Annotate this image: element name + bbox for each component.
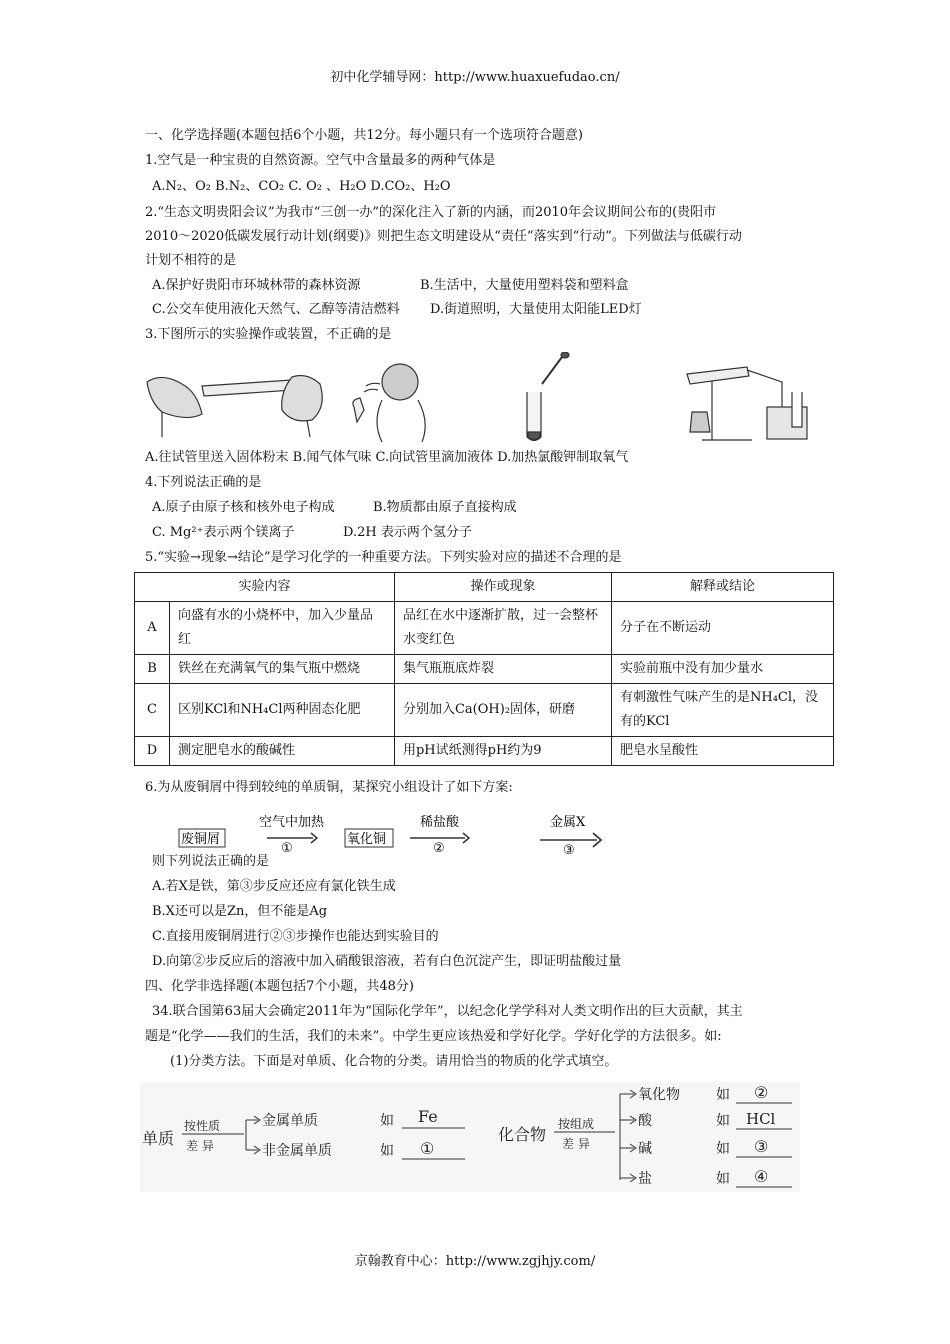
flow-step-2: ② [433, 841, 445, 856]
q2-option-b: B.生活中，大量使用塑料袋和塑料盒 [420, 278, 629, 293]
base-label: 碱 [638, 1141, 652, 1157]
q6-option-b: B.X还可以是Zn，但不能是Ag [152, 904, 328, 919]
q1-stem: 1.空气是一种宝贵的自然资源。空气中含量最多的两种气体是 [145, 153, 496, 168]
q3-stem: 3.下图所示的实验操作或装置，不正确的是 [145, 327, 392, 342]
row-operation: 集气瓶瓶底炸裂 [394, 655, 611, 684]
ru-5: 如 [716, 1141, 730, 1157]
q2-option-d: D.街道照明，大量使用太阳能LED灯 [430, 302, 642, 317]
flow-mid-1: 氧化铜 [347, 832, 387, 847]
smell-gas-figure [353, 364, 425, 442]
header-content: 实验内容 [135, 573, 395, 602]
q2-stem-2: 2010～2020低碳发展行动计划(纲要)》则把生态文明建设从“责任”落实到“行动”。下列做法与低碳行动 [145, 229, 742, 244]
q5-experiment-table [134, 572, 834, 766]
q6-option-d: D.向第②步反应后的溶液中加入硝酸银溶液，若有白色沉淀产生，即证明盐酸过量 [152, 954, 622, 969]
oxide-blank: ② [754, 1083, 769, 1102]
left-by-1: 按性质 [184, 1119, 221, 1133]
row-content: 向盛有水的小烧杯中，加入少量品红 [170, 602, 395, 655]
q6-option-a: A.若X是铁，第③步反应还应有氯化铁生成 [152, 879, 396, 894]
salt-blank: ④ [754, 1167, 769, 1186]
row-operation: 品红在水中逐渐扩散，过一会整杯水变红色 [394, 602, 611, 655]
q2-option-c: C.公交车使用液化天然气、乙醇等清洁燃料 [152, 302, 400, 317]
left-root: 单质 [142, 1129, 175, 1148]
salt-label: 盐 [638, 1171, 652, 1187]
flow-step-3: ③ [563, 843, 575, 857]
header-conclusion: 解释或结论 [611, 573, 833, 602]
section-4-title: 四、化学非选择题(本题包括7个小题，共48分) [145, 979, 414, 994]
q6-lead: 则下列说法正确的是 [152, 854, 270, 869]
row-id: B [135, 655, 170, 684]
row-conclusion: 实验前瓶中没有加少量水 [611, 655, 833, 684]
ru-4: 如 [716, 1113, 730, 1129]
q2-stem-3: 计划不相符的是 [145, 253, 237, 268]
classification-diagram [140, 1082, 800, 1192]
q34-line-1: 34.联合国第63届大会确定2011年为“国际化学年”，以纪念化学学科对人类文明作出的巨大贡献，其主 [152, 1004, 743, 1019]
q5-stem: 5.“实验→现象→结论”是学习化学的一种重要方法。下列实验对应的描述不合理的是 [145, 550, 622, 565]
base-blank: ③ [754, 1137, 769, 1156]
page-footer: 京翰教育中心：http://www.zgjhjy.com/ [354, 1254, 596, 1269]
q6-flow-diagram [175, 812, 635, 857]
q3-experiment-figures [142, 352, 822, 442]
q6-option-c: C.直接用废铜屑进行②③步操作也能达到实验目的 [152, 929, 439, 944]
row-content: 铁丝在充满氧气的集气瓶中燃烧 [170, 655, 395, 684]
nonmetal-blank: ① [420, 1139, 435, 1158]
row-conclusion: 有刺激性气味产生的是NH₄Cl，没有的KCl [611, 684, 833, 737]
table-row [135, 737, 834, 766]
q4-option-c: C. Mg²⁺表示两个镁离子 [152, 525, 295, 540]
q34-part-1: (1)分类方法。下面是对单质、化合物的分类。请用恰当的物质的化学式填空。 [170, 1054, 618, 1069]
left-by-2: 差 异 [186, 1139, 214, 1153]
ru-3: 如 [716, 1087, 730, 1103]
acid-label: 酸 [638, 1113, 652, 1129]
q4-option-a: A.原子由原子核和核外电子构成 [152, 500, 335, 515]
powder-in-tube-figure [147, 376, 322, 437]
right-by-2: 差 异 [562, 1137, 590, 1151]
q34-line-2: 题是“化学——我们的生活，我们的未来”。中学生更应该热爱和学好化学。学好化学的方法很多。如: [145, 1029, 722, 1044]
ru-1: 如 [380, 1113, 394, 1129]
heating-kclo3-figure [687, 367, 807, 440]
section-1-title: 一、化学选择题(本题包括6个小题，共12分。每小题只有一个选项符合题意) [145, 128, 583, 143]
acid-example: HCl [746, 1110, 776, 1128]
flow-start: 废铜屑 [181, 832, 221, 847]
row-content: 区别KCl和NH₄Cl两种固态化肥 [170, 684, 395, 737]
metal-example: Fe [418, 1107, 438, 1126]
row-id: D [135, 737, 170, 766]
table-row [135, 684, 834, 737]
row-id: C [135, 684, 170, 737]
flow-cond-3: 金属X [550, 815, 586, 830]
q2-option-a: A.保护好贵阳市环城林带的森林资源 [152, 278, 361, 293]
nonmetal-label: 非金属单质 [262, 1143, 332, 1159]
oxide-label: 氧化物 [638, 1087, 680, 1103]
ru-2: 如 [380, 1143, 394, 1159]
ru-6: 如 [716, 1171, 730, 1187]
row-conclusion: 分子在不断运动 [611, 602, 833, 655]
row-conclusion: 肥皂水呈酸性 [611, 737, 833, 766]
right-root: 化合物 [498, 1125, 547, 1144]
row-operation: 用pH试纸测得pH约为9 [394, 737, 611, 766]
q1-options: A.N₂、O₂ B.N₂、CO₂ C. O₂ 、H₂O D.CO₂、H₂O [152, 179, 451, 194]
flow-cond-2: 稀盐酸 [420, 815, 460, 830]
q6-stem: 6.为从废铜屑中得到较纯的单质铜，某探究小组设计了如下方案: [145, 780, 513, 795]
metal-label: 金属单质 [262, 1113, 318, 1129]
header-operation: 操作或现象 [394, 573, 611, 602]
flow-cond-1: 空气中加热 [259, 815, 325, 830]
flow-step-1: ① [281, 841, 293, 856]
table-row [135, 602, 834, 655]
dropper-tube-figure [527, 352, 569, 441]
right-by-1: 按组成 [558, 1117, 595, 1131]
row-operation: 分别加入Ca(OH)₂固体，研磨 [394, 684, 611, 737]
q4-option-b: B.物质都由原子直接构成 [373, 500, 517, 515]
q2-stem-1: 2.“生态文明贵阳会议”为我市“三创一办”的深化注入了新的内涵，而2010年会议期间公布的(贵阳市 [145, 205, 717, 220]
row-content: 测定肥皂水的酸碱性 [170, 737, 395, 766]
page-header: 初中化学辅导网：http://www.huaxuefudao.cn/ [330, 70, 620, 85]
table-row [135, 655, 834, 684]
q3-options: A.往试管里送入固体粉末 B.闻气体气味 C.向试管里滴加液体 D.加热氯酸钾制取氧气 [145, 450, 629, 465]
q4-stem: 4.下列说法正确的是 [145, 475, 262, 490]
q4-option-d: D.2H 表示两个氢分子 [343, 525, 472, 540]
row-id: A [135, 602, 170, 655]
table-header-row [135, 573, 834, 602]
